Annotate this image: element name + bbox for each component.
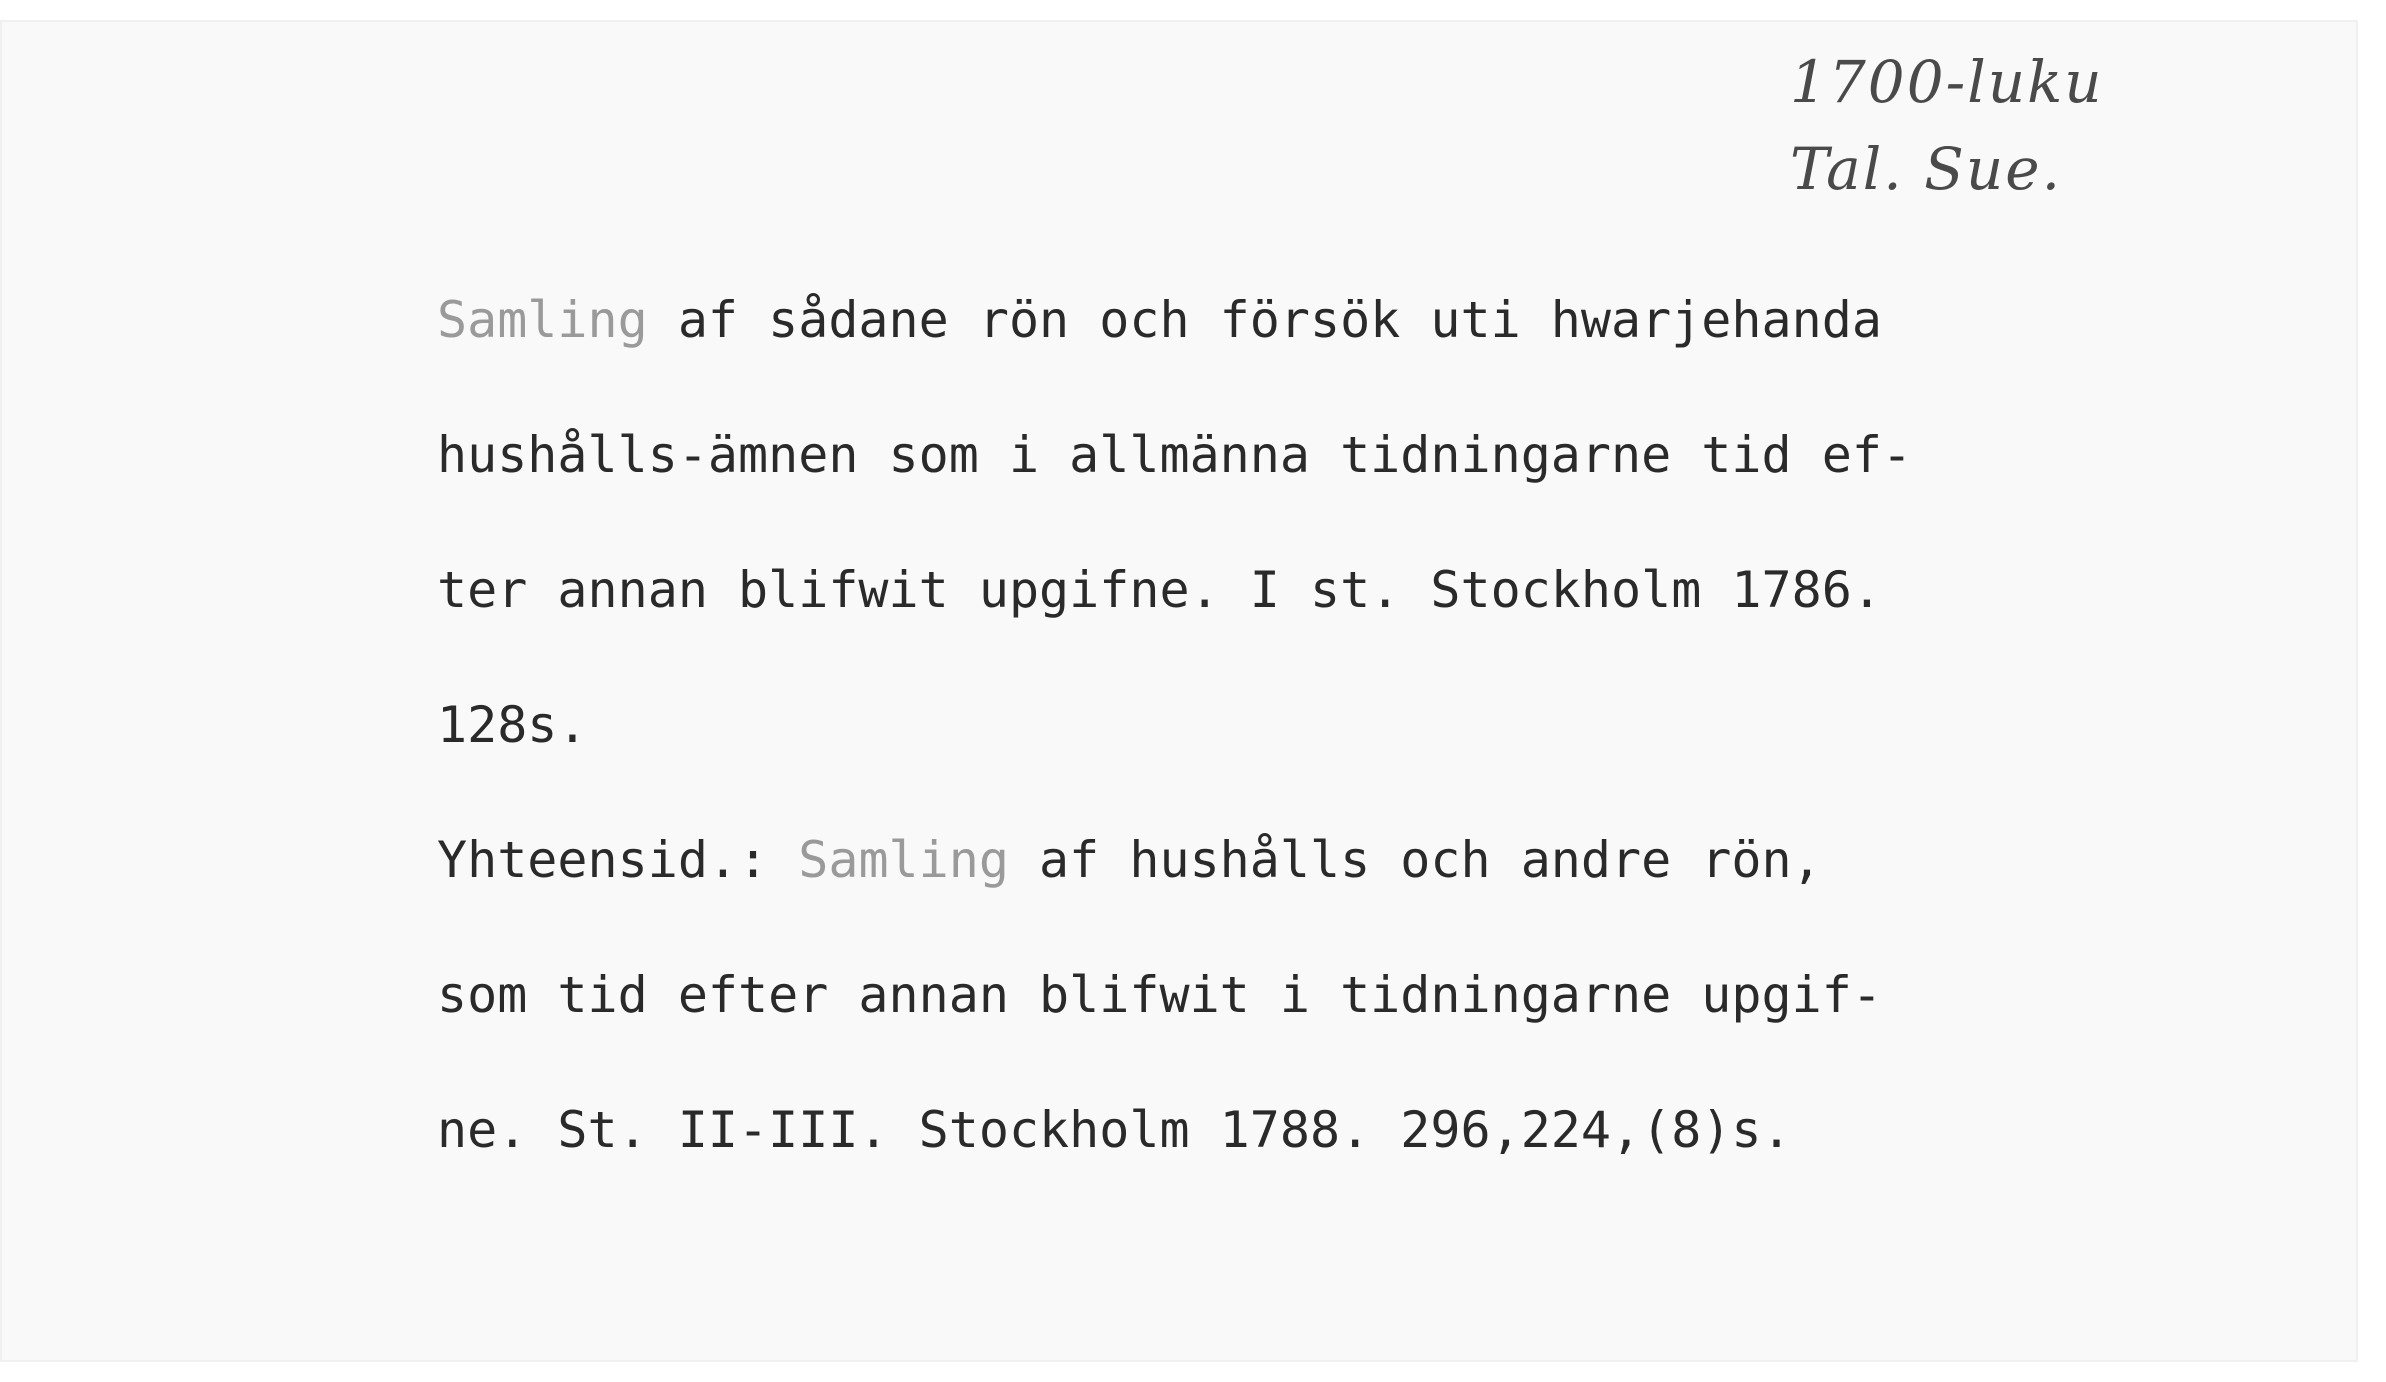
combined-title-keyword: Samling: [798, 831, 1009, 889]
title-text: af sådane rön och försök uti hwarjehanda: [647, 291, 1882, 349]
entry-line-4: 128s.: [437, 696, 588, 754]
combined-title-text: af hushålls och andre rön,: [1008, 831, 1822, 889]
combined-label: Yhteensid.:: [437, 831, 799, 889]
catalog-card: [0, 20, 2358, 1362]
entry-line-1: [437, 275, 2237, 410]
handwritten-note-period: 1700-luku: [1790, 48, 2104, 116]
handwritten-note-classification: Tal. Sue.: [1790, 135, 2063, 203]
entry-line-2: hushålls-ämnen som i allmänna tidningarne tid ef-: [437, 426, 1913, 484]
entry-line-5: [437, 815, 2237, 950]
entry-line-6: som tid efter annan blifwit i tidningarne upgif-: [437, 966, 1882, 1024]
entry-line-7: ne. St. II-III. Stockholm 1788. 296,224,(8)s.: [437, 1101, 1792, 1159]
title-keyword: Samling: [437, 291, 648, 349]
bibliographic-entry: [437, 275, 2237, 1220]
entry-line-3: ter annan blifwit upgifne. I st. Stockholm 1786.: [437, 561, 1882, 619]
